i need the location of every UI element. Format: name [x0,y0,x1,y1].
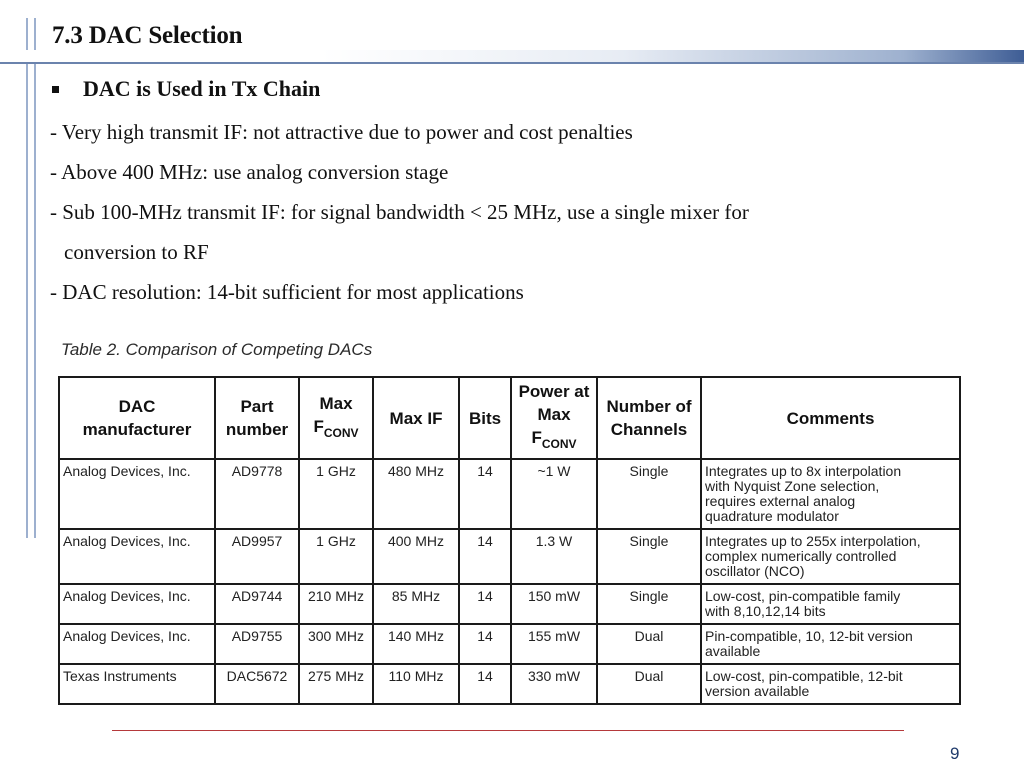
cell-bits: 14 [459,584,511,624]
table-row [59,664,960,704]
comment-line: available [705,643,761,659]
cell-channels: Single [597,459,701,529]
table-row [59,529,960,584]
header-subscript: CONV [323,425,359,440]
comment-line: Pin-compatible, 10, 12-bit version [705,628,913,644]
comment-line: requires external analog [705,493,856,509]
cell-comments [701,664,960,704]
cell-max-fconv: 1 GHz [299,529,373,584]
cell-manufacturer: Analog Devices, Inc. [59,459,215,529]
cell-comments [701,584,960,624]
bullet-heading-text: DAC is Used in Tx Chain [83,76,321,101]
comment-line: oscillator (NCO) [705,563,805,579]
body-line: - Above 400 MHz: use analog conversion stage [50,160,449,184]
slide-title: 7.3 DAC Selection [52,22,243,49]
header-text: Power at [518,382,590,401]
header-text: number [225,420,289,439]
body-line: - Sub 100-MHz transmit IF: for signal bandwidth < 25 MHz, use a single mixer for [50,200,749,224]
header-text: F [313,416,324,436]
header-part-number [215,377,299,459]
cell-bits: 14 [459,664,511,704]
table-caption: Table 2. Comparison of Competing DACs [61,340,373,359]
cell-part: AD9778 [215,459,299,529]
header-text: Max [319,393,353,413]
header-comments: Comments [701,377,960,459]
table-row [59,624,960,664]
table-header-row [59,377,960,459]
cell-channels: Dual [597,624,701,664]
header-channels [597,377,701,459]
cell-max-fconv: 1 GHz [299,459,373,529]
comment-line: with Nyquist Zone selection, [705,478,880,494]
comment-line: with 8,10,12,14 bits [705,603,826,619]
header-bits: Bits [459,377,511,459]
cell-power: 150 mW [511,584,597,624]
cell-channels: Dual [597,664,701,704]
title-underline [0,62,1024,64]
table-row [59,459,960,529]
comment-line: quadrature modulator [705,508,839,524]
cell-part: AD9755 [215,624,299,664]
cell-power: ~1 W [511,459,597,529]
page-number: 9 [950,744,960,763]
header-text: Channels [610,420,688,439]
comment-line: Integrates up to 8x interpolation [705,463,902,479]
cell-power: 330 mW [511,664,597,704]
cell-part: AD9744 [215,584,299,624]
header-max-fconv [299,377,373,459]
cell-channels: Single [597,584,701,624]
header-text: manufacturer [82,420,192,439]
cell-bits: 14 [459,459,511,529]
body-text [50,112,950,312]
cell-max-fconv: 300 MHz [299,624,373,664]
footer-divider [112,730,904,731]
cell-manufacturer: Analog Devices, Inc. [59,624,215,664]
comment-line: Low-cost, pin-compatible family [705,588,901,604]
cell-max-fconv: 210 MHz [299,584,373,624]
header-subscript: CONV [541,437,577,451]
table-row [59,584,960,624]
cell-manufacturer: Texas Instruments [59,664,215,704]
dac-comparison-table [58,376,961,705]
cell-part: DAC5672 [215,664,299,704]
comment-line: Integrates up to 255x interpolation, [705,533,921,549]
header-text: DAC [118,397,156,416]
cell-comments [701,529,960,584]
comment-line: Low-cost, pin-compatible, 12-bit [705,668,903,684]
cell-comments [701,624,960,664]
cell-max-if: 110 MHz [373,664,459,704]
cell-bits: 14 [459,529,511,584]
header-manufacturer [59,377,215,459]
decorative-vertical-line [26,18,28,538]
header-text: Number of [606,397,692,416]
comment-line: complex numerically controlled [705,548,897,564]
cell-manufacturer: Analog Devices, Inc. [59,584,215,624]
cell-bits: 14 [459,624,511,664]
body-line: - Very high transmit IF: not attractive due to power and cost penalties [50,120,633,144]
body-line: conversion to RF [64,240,209,264]
cell-max-if: 480 MHz [373,459,459,529]
header-text: F [531,428,542,447]
body-line: - DAC resolution: 14-bit sufficient for most applications [50,280,524,304]
square-bullet-icon [52,86,59,93]
header-text: Part [240,397,274,416]
cell-power: 155 mW [511,624,597,664]
cell-power: 1.3 W [511,529,597,584]
header-power [511,377,597,459]
cell-comments [701,459,960,529]
decorative-vertical-line [34,18,36,538]
cell-max-fconv: 275 MHz [299,664,373,704]
cell-channels: Single [597,529,701,584]
header-max-if: Max IF [373,377,459,459]
cell-manufacturer: Analog Devices, Inc. [59,529,215,584]
bullet-heading [52,76,320,102]
cell-part: AD9957 [215,529,299,584]
cell-max-if: 85 MHz [373,584,459,624]
comment-line: version available [705,683,810,699]
cell-max-if: 140 MHz [373,624,459,664]
cell-max-if: 400 MHz [373,529,459,584]
header-text: Max [537,405,571,424]
